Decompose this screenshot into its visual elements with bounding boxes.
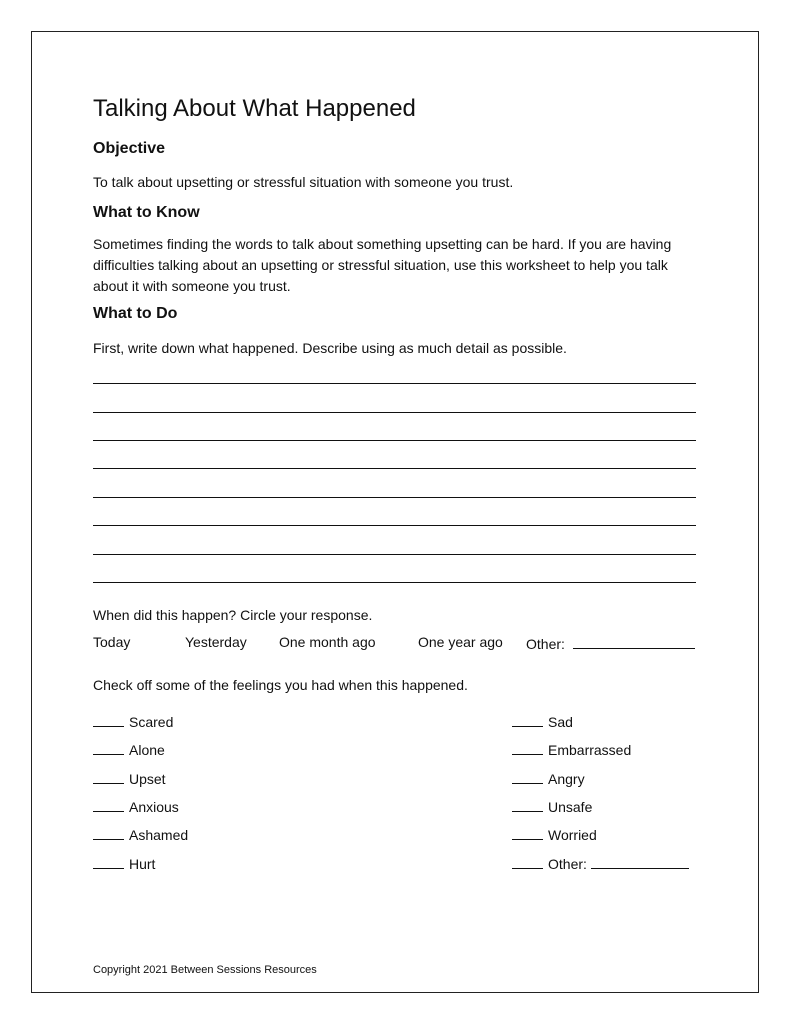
- checkbox-blank[interactable]: [93, 854, 124, 869]
- what-to-know-line-1: Sometimes finding the words to talk about something upsetting can be hard. If you are having: [93, 236, 672, 252]
- feeling-other-blank[interactable]: [591, 854, 689, 869]
- what-to-know-heading: What to Know: [93, 204, 200, 221]
- feeling-label: Angry: [548, 771, 585, 787]
- writing-line[interactable]: [93, 468, 696, 469]
- when-option-other-label: Other:: [526, 636, 565, 652]
- when-option-one-month-ago[interactable]: One month ago: [279, 634, 376, 650]
- when-option-yesterday[interactable]: Yesterday: [185, 634, 247, 650]
- when-option-other[interactable]: [526, 634, 695, 652]
- checkbox-blank[interactable]: [93, 740, 124, 755]
- checkbox-blank[interactable]: [93, 712, 124, 727]
- feeling-label: Hurt: [129, 856, 156, 872]
- checkbox-blank[interactable]: [93, 797, 124, 812]
- feeling-label: Anxious: [129, 799, 179, 815]
- feeling-label: Unsafe: [548, 799, 593, 815]
- feeling-label: Alone: [129, 742, 165, 758]
- feelings-question: Check off some of the feelings you had when this happened.: [93, 677, 468, 693]
- what-to-know-line-3: about it with someone you trust.: [93, 278, 291, 294]
- writing-line[interactable]: [93, 497, 696, 498]
- feeling-label: Sad: [548, 714, 573, 730]
- what-to-do-heading: What to Do: [93, 305, 178, 322]
- copyright-notice: Copyright 2021 Between Sessions Resources: [93, 964, 317, 976]
- when-question: When did this happen? Circle your response.: [93, 607, 373, 623]
- writing-line[interactable]: [93, 554, 696, 555]
- checkbox-blank[interactable]: [512, 854, 543, 869]
- feeling-label: Other:: [548, 856, 587, 872]
- checkbox-blank[interactable]: [512, 740, 543, 755]
- feeling-item-unsafe[interactable]: [512, 797, 592, 815]
- what-to-know-line-2: difficulties talking about an upsetting or stressful situation, use this worksheet to help you talk: [93, 257, 668, 273]
- writing-line[interactable]: [93, 440, 696, 441]
- feeling-item-sad[interactable]: [512, 712, 573, 730]
- when-other-blank[interactable]: [573, 634, 695, 649]
- what-to-do-instruction: First, write down what happened. Describe using as much detail as possible.: [93, 340, 567, 356]
- feeling-label: Worried: [548, 827, 597, 843]
- writing-line[interactable]: [93, 383, 696, 384]
- checkbox-blank[interactable]: [93, 825, 124, 840]
- feeling-item-alone[interactable]: [93, 740, 165, 758]
- feeling-item-other[interactable]: [512, 854, 689, 872]
- feeling-label: Embarrassed: [548, 742, 632, 758]
- checkbox-blank[interactable]: [512, 769, 543, 784]
- feeling-item-hurt[interactable]: [93, 854, 155, 872]
- feeling-item-embarrassed[interactable]: [512, 740, 631, 758]
- checkbox-blank[interactable]: [512, 825, 543, 840]
- checkbox-blank[interactable]: [512, 797, 543, 812]
- objective-heading: Objective: [93, 140, 166, 157]
- page-title: Talking About What Happened: [93, 95, 416, 122]
- when-option-one-year-ago[interactable]: One year ago: [418, 634, 503, 650]
- feeling-item-upset[interactable]: [93, 769, 166, 787]
- checkbox-blank[interactable]: [93, 769, 124, 784]
- writing-line[interactable]: [93, 525, 696, 526]
- checkbox-blank[interactable]: [512, 712, 543, 727]
- objective-text: To talk about upsetting or stressful situation with someone you trust.: [93, 174, 514, 190]
- feeling-item-anxious[interactable]: [93, 797, 179, 815]
- feeling-label: Ashamed: [129, 827, 189, 843]
- feeling-item-worried[interactable]: [512, 825, 597, 843]
- when-option-today[interactable]: Today: [93, 634, 131, 650]
- feeling-item-scared[interactable]: [93, 712, 173, 730]
- feeling-item-angry[interactable]: [512, 769, 585, 787]
- writing-line[interactable]: [93, 582, 696, 583]
- writing-line[interactable]: [93, 412, 696, 413]
- feeling-item-ashamed[interactable]: [93, 825, 188, 843]
- feeling-label: Scared: [129, 714, 174, 730]
- feeling-label: Upset: [129, 771, 166, 787]
